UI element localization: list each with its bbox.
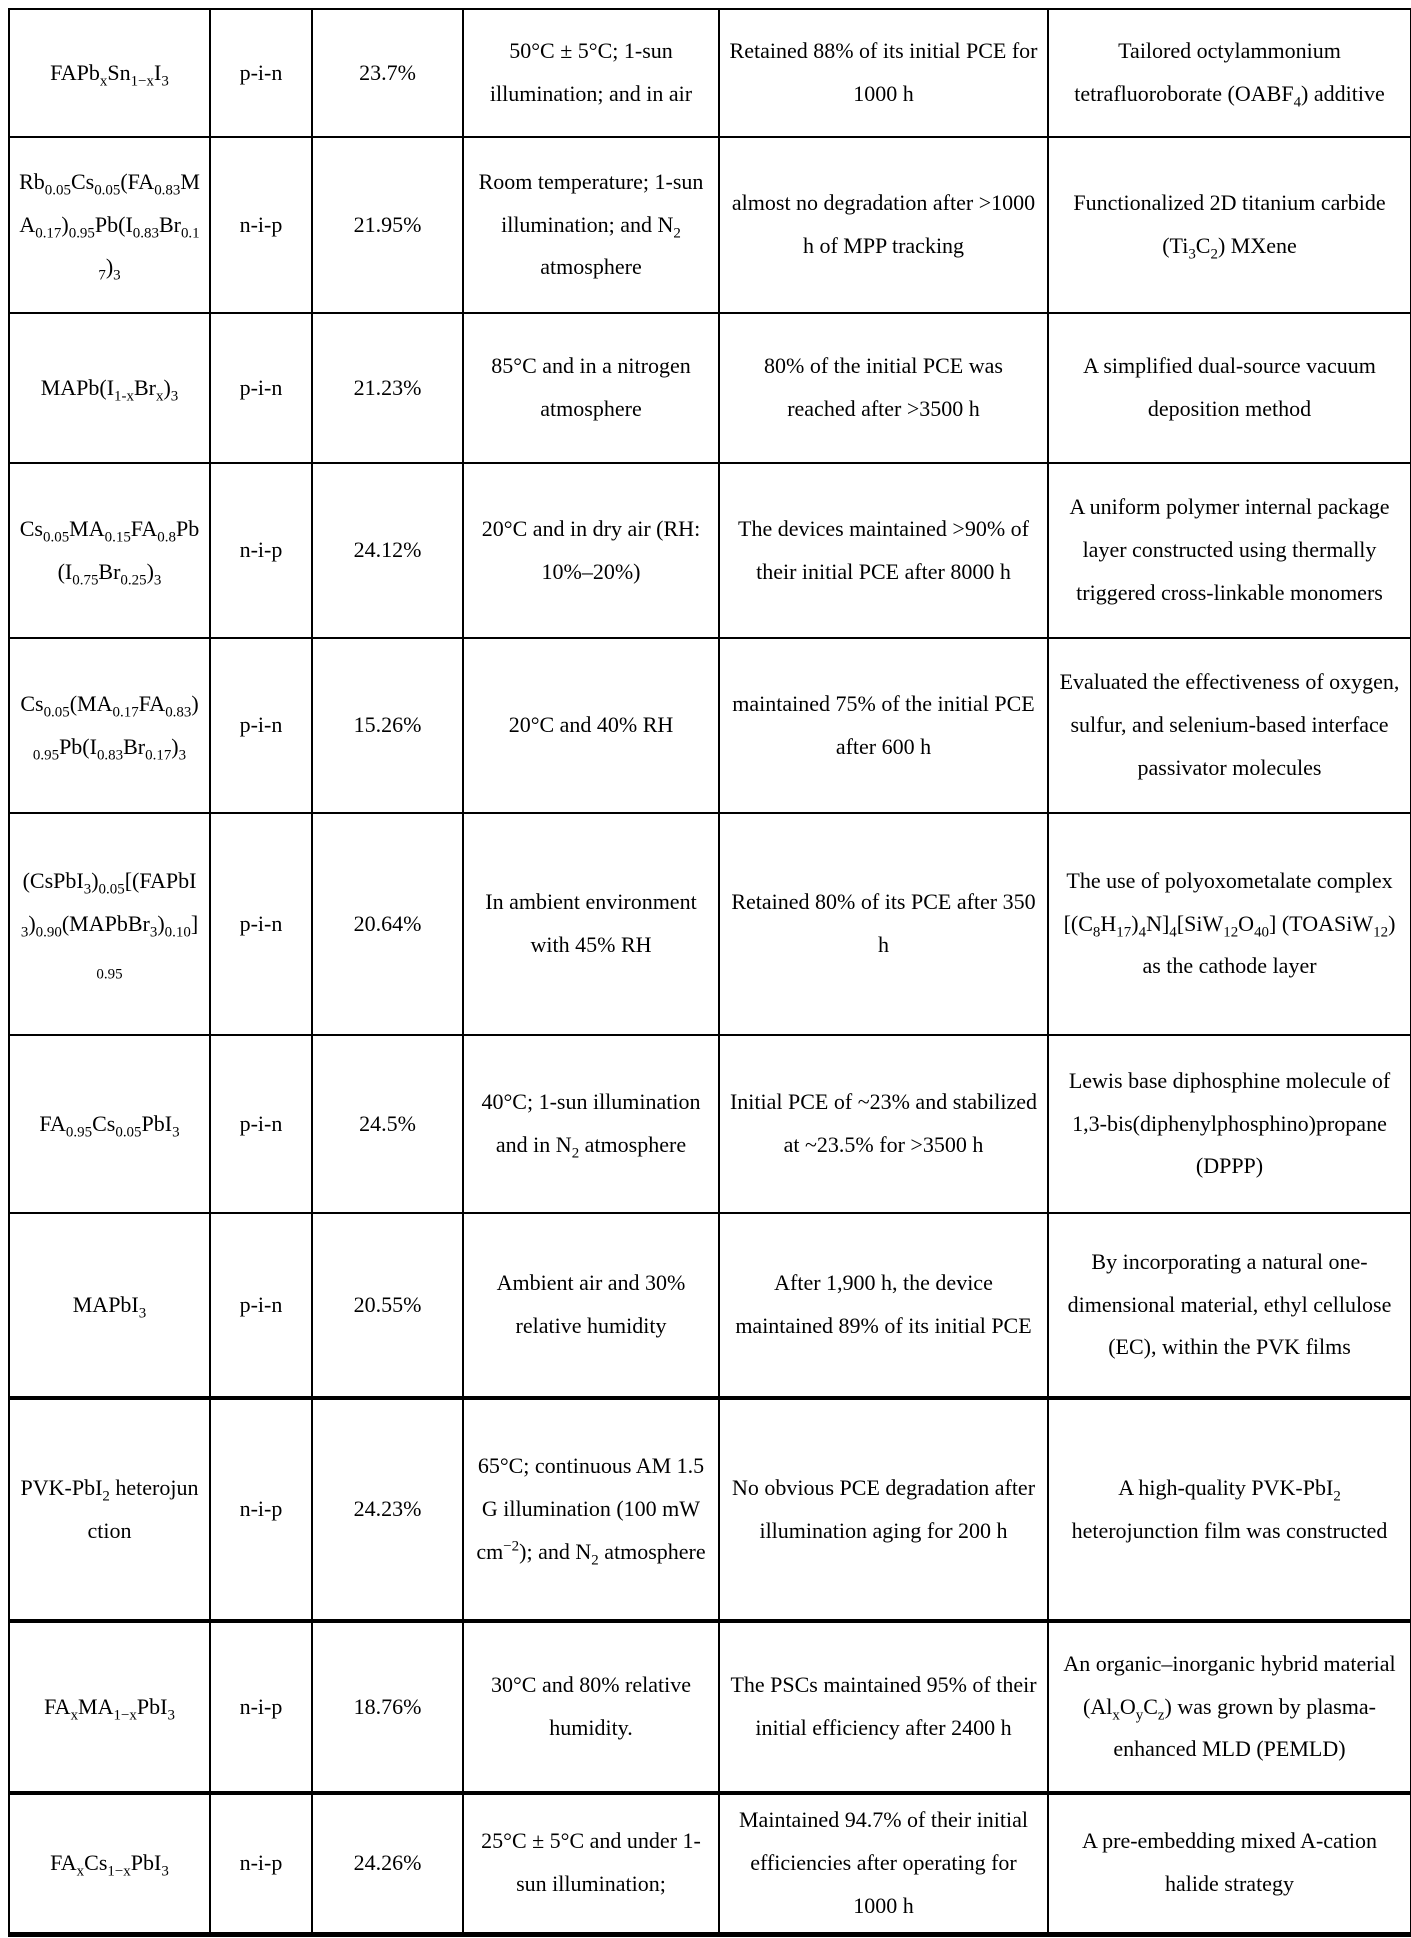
cell-strategy: A pre-embedding mixed A-cation halide strategy — [1048, 1793, 1411, 1934]
cell-stability-result: The PSCs maintained 95% of their initial efficiency after 2400 h — [719, 1621, 1048, 1793]
cell-pce: 23.7% — [312, 9, 463, 137]
cell-pce: 24.23% — [312, 1398, 463, 1621]
cell-stability-result: Retained 80% of its PCE after 350 h — [719, 813, 1048, 1035]
cell-test-conditions: 20°C and in dry air (RH: 10%–20%) — [463, 463, 719, 638]
cell-composition: $FA_{0.95}Cs_{0.05}PbI_3$ — [9, 1035, 210, 1213]
cell-test-conditions: 20°C and 40% RH — [463, 638, 719, 813]
cell-test-conditions: Ambient air and 30% relative humidity — [463, 1213, 719, 1398]
cell-composition: $FA_xMA_{1-x}PbI_3$ — [9, 1621, 210, 1793]
cell-stability-result: After 1,900 h, the device maintained 89% of its initial PCE — [719, 1213, 1048, 1398]
cell-pce: 24.12% — [312, 463, 463, 638]
cell-composition: MAPbI$_3$ — [9, 1213, 210, 1398]
table-row — [9, 1398, 1411, 1621]
table-row — [9, 1035, 1411, 1213]
table-row — [9, 1621, 1411, 1793]
cell-test-conditions: 85°C and in a nitrogen atmosphere — [463, 313, 719, 463]
cell-device-structure: n-i-p — [210, 1398, 312, 1621]
cell-pce: 21.23% — [312, 313, 463, 463]
cell-pce: 20.64% — [312, 813, 463, 1035]
table-body — [9, 9, 1411, 1934]
cell-strategy: Lewis base diphosphine molecule of 1,3-bis(diphenylphosphino)propane (DPPP) — [1048, 1035, 1411, 1213]
cell-device-structure: n-i-p — [210, 137, 312, 313]
cell-pce: 24.26% — [312, 1793, 463, 1934]
table-row — [9, 1213, 1411, 1398]
table-row — [9, 137, 1411, 313]
cell-device-structure: n-i-p — [210, 463, 312, 638]
cell-stability-result: Initial PCE of ~23% and stabilized at ~23.5% for >3500 h — [719, 1035, 1048, 1213]
cell-device-structure: p-i-n — [210, 813, 312, 1035]
cell-device-structure: n-i-p — [210, 1793, 312, 1934]
cell-strategy: A uniform polymer internal package layer constructed using thermally triggered cross-linkable monomers — [1048, 463, 1411, 638]
cell-strategy: Tailored octylammonium tetrafluoroborate $(OABF_4)$ additive — [1048, 9, 1411, 137]
cell-stability-result: The devices maintained >90% of their initial PCE after 8000 h — [719, 463, 1048, 638]
cell-test-conditions: 65°C; continuous AM 1.5 G illumination (100 mW $cm^{-2}$); and $N_2$ atmosphere — [463, 1398, 719, 1621]
cell-pce: 24.5% — [312, 1035, 463, 1213]
cell-test-conditions: 30°C and 80% relative humidity. — [463, 1621, 719, 1793]
cell-strategy: A high-quality PVK-PbI$_2$ heterojunction film was constructed — [1048, 1398, 1411, 1621]
cell-pce: 18.76% — [312, 1621, 463, 1793]
cell-test-conditions: In ambient environment with 45% RH — [463, 813, 719, 1035]
cell-device-structure: n-i-p — [210, 1621, 312, 1793]
table-row — [9, 9, 1411, 137]
cell-composition: $(CsPbI_3)_{0.05}[(FAPbI_3)_{0.90}(MAPbBr_3)_{0.10}]_{0.95}$ — [9, 813, 210, 1035]
cell-pce: 15.26% — [312, 638, 463, 813]
cell-stability-result: almost no degradation after >1000 h of MPP tracking — [719, 137, 1048, 313]
cell-device-structure: p-i-n — [210, 1035, 312, 1213]
cell-strategy: The use of polyoxometalate complex $[(C_8H_{17})_4N]_4[SiW_{12}O_{40}]$ (TOASiW$_{12}$) as the cathode layer — [1048, 813, 1411, 1035]
cell-test-conditions: 50°C ± 5°C; 1-sun illumination; and in air — [463, 9, 719, 137]
table-row — [9, 463, 1411, 638]
cell-strategy: An organic–inorganic hybrid material $(Al_xO_yC_z)$ was grown by plasma-enhanced MLD (PEMLD) — [1048, 1621, 1411, 1793]
cell-composition: PVK-PbI$_2$ heterojunction — [9, 1398, 210, 1621]
cell-test-conditions: 25°C ± 5°C and under 1-sun illumination; — [463, 1793, 719, 1934]
cell-composition: $Cs_{0.05}(MA_{0.17}FA_{0.83})_{0.95}Pb(I_{0.83}Br_{0.17})_3$ — [9, 638, 210, 813]
cell-stability-result: No obvious PCE degradation after illumination aging for 200 h — [719, 1398, 1048, 1621]
cell-stability-result: Retained 88% of its initial PCE for 1000 h — [719, 9, 1048, 137]
cell-device-structure: p-i-n — [210, 1213, 312, 1398]
cell-stability-result: 80% of the initial PCE was reached after >3500 h — [719, 313, 1048, 463]
cell-pce: 20.55% — [312, 1213, 463, 1398]
cell-strategy: A simplified dual-source vacuum deposition method — [1048, 313, 1411, 463]
cell-stability-result: maintained 75% of the initial PCE after 600 h — [719, 638, 1048, 813]
cell-composition: $FA_xCs_{1-x}PbI_3$ — [9, 1793, 210, 1934]
cell-strategy: Functionalized 2D titanium carbide $(Ti_3C_2)$ MXene — [1048, 137, 1411, 313]
table-row — [9, 638, 1411, 813]
cell-pce: 21.95% — [312, 137, 463, 313]
table-row — [9, 313, 1411, 463]
cell-composition: $Rb_{0.05}Cs_{0.05}(FA_{0.83}MA_{0.17})_{0.95}Pb(I_{0.83}Br_{0.17})_3$ — [9, 137, 210, 313]
cell-composition: $MAPb(I_{1-x}Br_x)_3$ — [9, 313, 210, 463]
cell-device-structure: p-i-n — [210, 638, 312, 813]
cell-device-structure: p-i-n — [210, 313, 312, 463]
table-row — [9, 813, 1411, 1035]
cell-stability-result: Maintained 94.7% of their initial efficiencies after operating for 1000 h — [719, 1793, 1048, 1934]
cell-composition: $Cs_{0.05}MA_{0.15}FA_{0.8}Pb(I_{0.75}Br_{0.25})_3$ — [9, 463, 210, 638]
cell-test-conditions: 40°C; 1-sun illumination and in $N_2$ atmosphere — [463, 1035, 719, 1213]
cell-strategy: Evaluated the effectiveness of oxygen, sulfur, and selenium-based interface passivator molecules — [1048, 638, 1411, 813]
perovskite-stability-table — [8, 8, 1411, 1937]
cell-strategy: By incorporating a natural one-dimensional material, ethyl cellulose (EC), within the PVK films — [1048, 1213, 1411, 1398]
table-row — [9, 1793, 1411, 1934]
cell-test-conditions: Room temperature; 1-sun illumination; and $N_2$ atmosphere — [463, 137, 719, 313]
cell-device-structure: p-i-n — [210, 9, 312, 137]
cell-composition: $FAPb_xSn_{1-x}I_3$ — [9, 9, 210, 137]
